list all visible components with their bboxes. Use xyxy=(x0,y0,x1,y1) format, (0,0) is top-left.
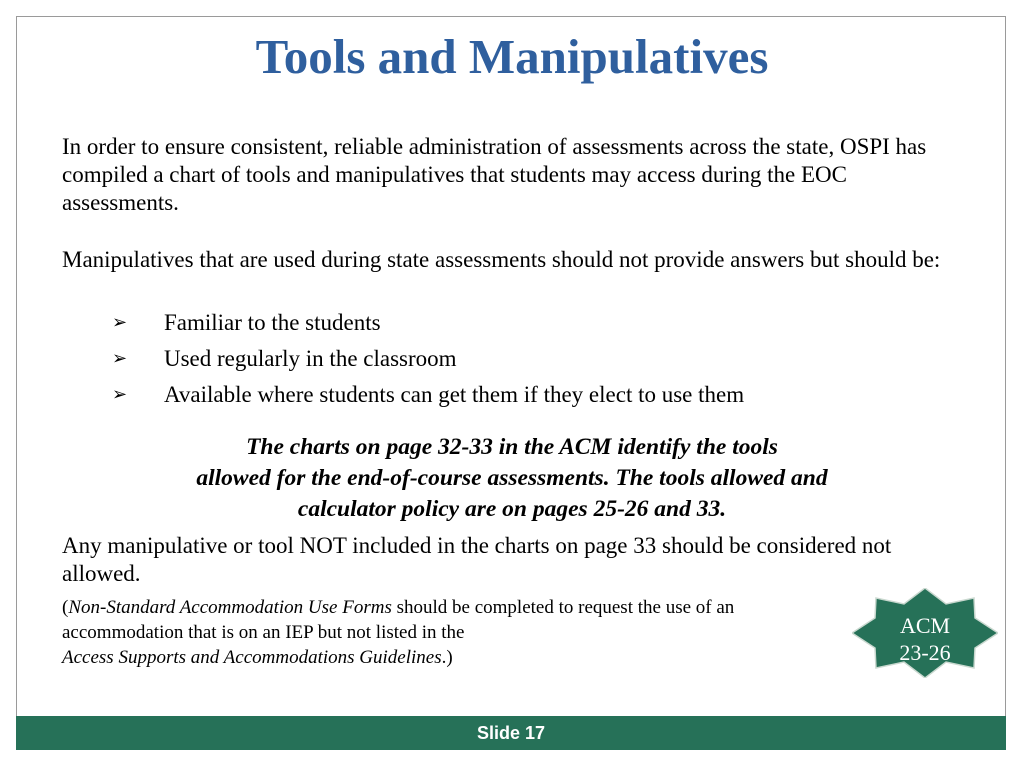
slide-number: Slide 17 xyxy=(476,723,546,743)
list-item xyxy=(112,344,744,380)
acm-badge xyxy=(852,588,998,678)
note-form-name: Non-Standard Accommodation Use Forms xyxy=(68,597,392,618)
arrow-bullet-icon: ➢ xyxy=(112,348,128,369)
footer-bar xyxy=(16,716,1006,750)
not-allowed-paragraph: Any manipulative or tool NOT included in the charts on page 33 should be considered not allowed. xyxy=(62,533,892,586)
slide-title: Tools and Manipulatives xyxy=(255,29,769,84)
badge-text xyxy=(852,612,998,666)
arrow-bullet-icon: ➢ xyxy=(112,312,128,333)
note-mid: should be completed to request the use of an accommodation that is on an IEP but not listed in the xyxy=(62,597,735,643)
list-item xyxy=(112,308,744,344)
emphasis-line-3: calculator policy are on pages 25-26 and 33. xyxy=(297,496,727,522)
note-open: ( xyxy=(62,597,69,618)
note-close: .) xyxy=(441,647,453,668)
manipulatives-intro: Manipulatives that are used during state assessments should not provide answers but should be: xyxy=(62,247,941,272)
list-item-label: Used regularly in the classroom xyxy=(164,346,457,371)
emphasis-line-2: allowed for the end-of-course assessments. The tools allowed and xyxy=(196,465,828,491)
emphasis-line-1: The charts on page 32-33 in the ACM identify the tools xyxy=(246,434,778,460)
list-item-label: Familiar to the students xyxy=(164,310,381,335)
emphasis-paragraph xyxy=(40,432,984,525)
badge-line-1: ACM xyxy=(899,613,951,638)
badge-line-2: 23-26 xyxy=(899,640,951,665)
list-item xyxy=(112,380,744,416)
arrow-bullet-icon: ➢ xyxy=(112,384,128,405)
criteria-list xyxy=(112,308,744,416)
list-item-label: Available where students can get them if they elect to use them xyxy=(164,382,745,407)
note-guidelines: Access Supports and Accommodations Guidelines xyxy=(62,647,442,668)
intro-paragraph: In order to ensure consistent, reliable administration of assessments across the state, OSPI has compiled a chart of tools and manipulatives that students may access during the EOC assessments. xyxy=(62,134,927,215)
note-paragraph xyxy=(62,595,842,670)
